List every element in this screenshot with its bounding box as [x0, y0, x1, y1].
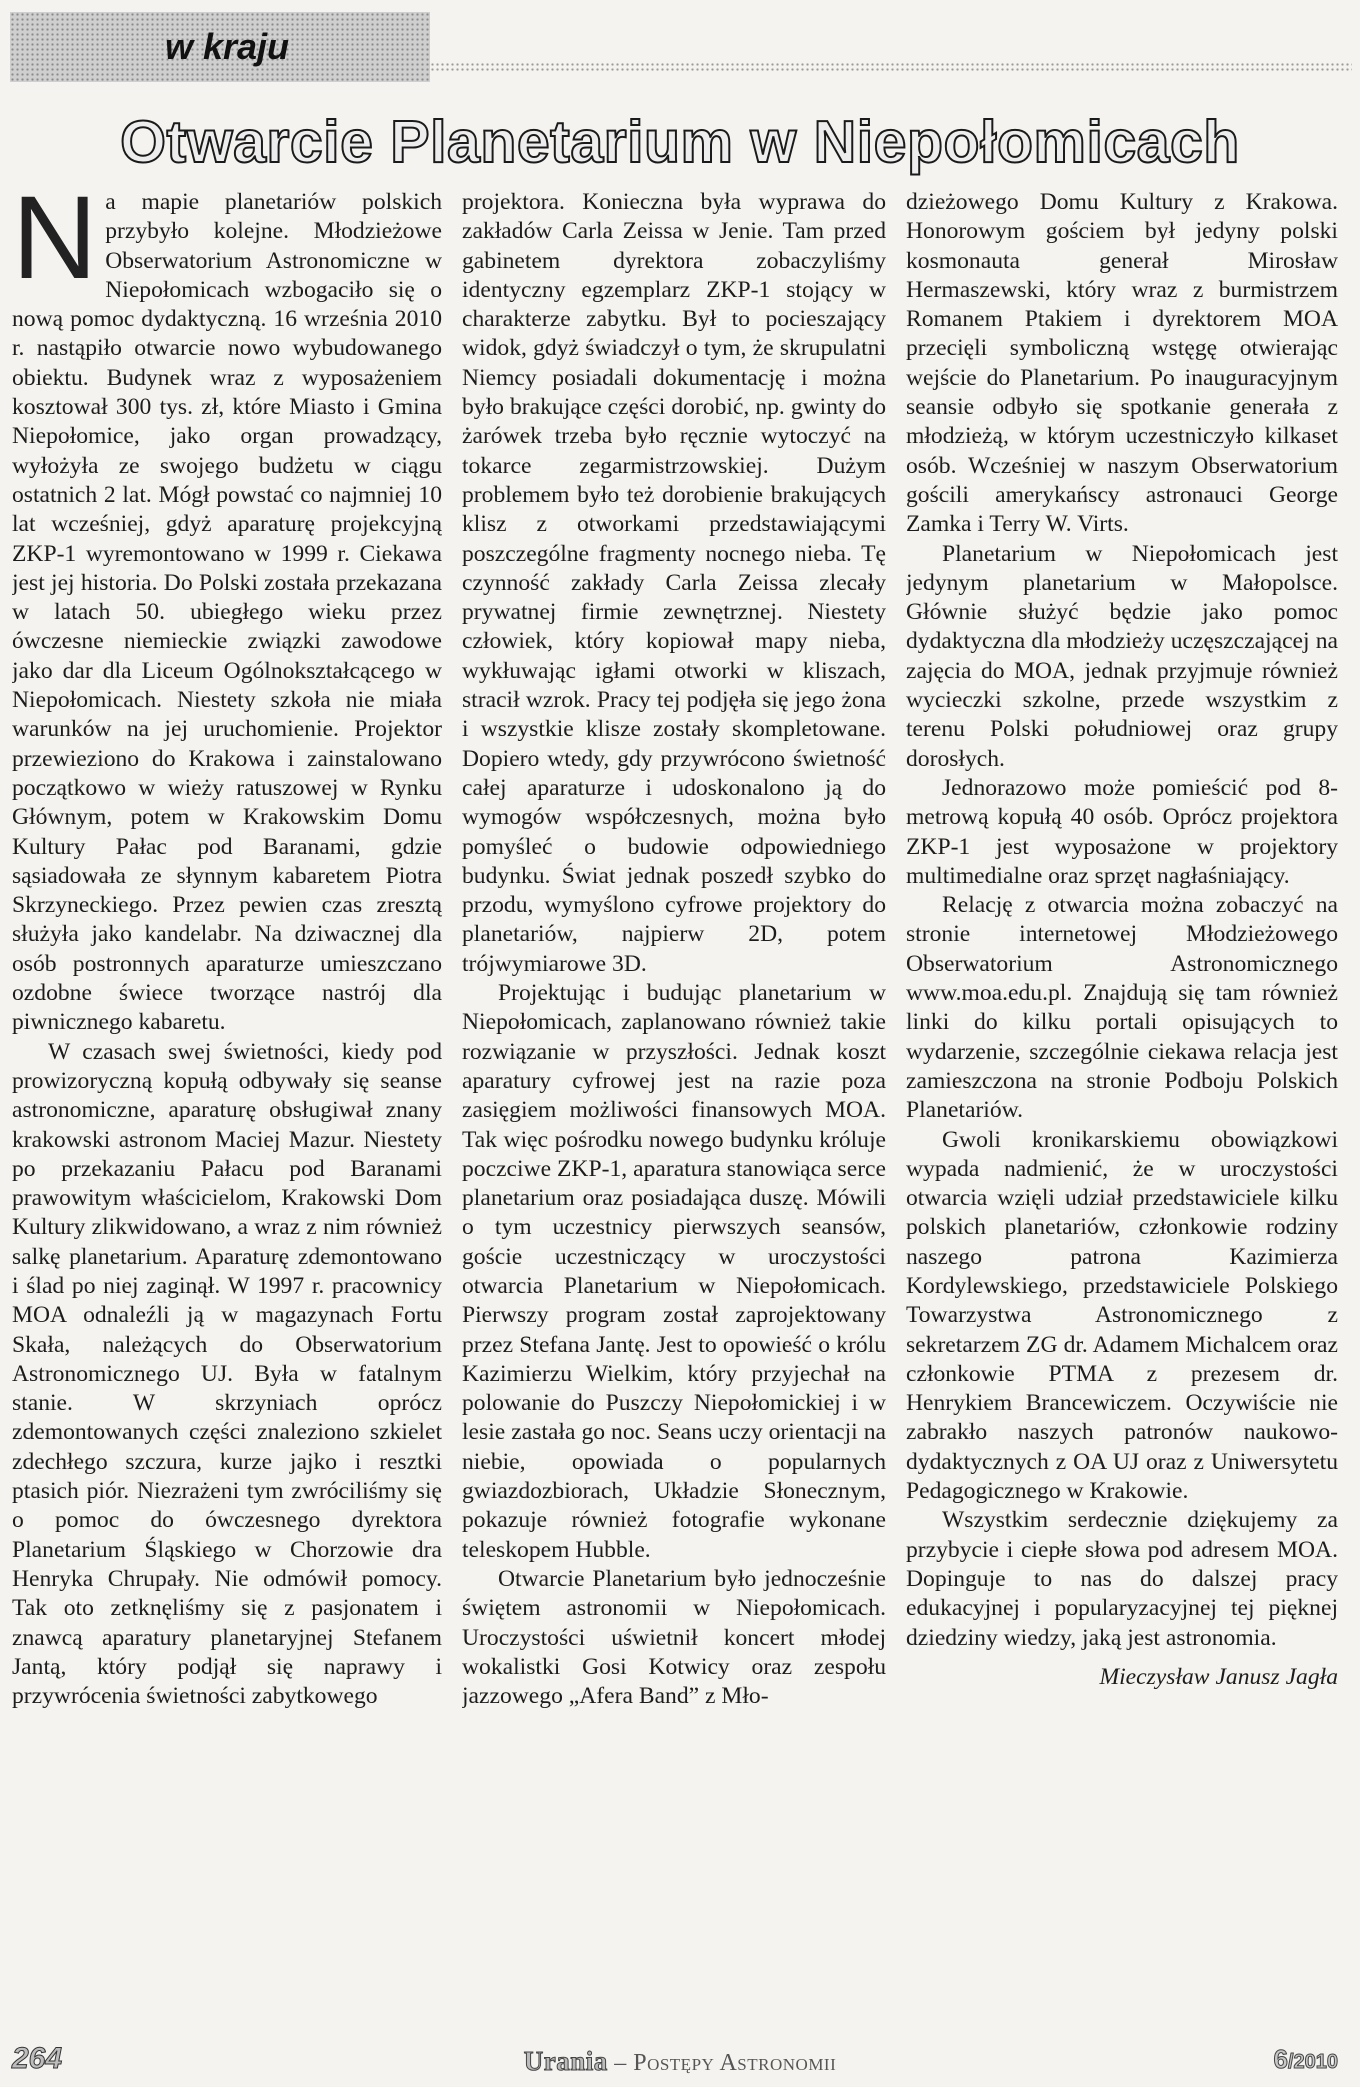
magazine-title	[0, 2046, 1360, 2077]
drop-cap: N	[12, 188, 98, 304]
paragraph: Planetarium w Niepołomicach jest jedynym planetarium w Małopolsce. Głównie służyć będzie jako pomoc dydaktyczna dla młodzieży uczęszczającej na zajęcia do MOA, jednak przyjmuje również wycieczki szkolne, przede wszystkim z terenu Polski południowej oraz grupy dorosłych.	[906, 540, 1338, 772]
header-divider	[430, 62, 1352, 72]
magazine-separator: –	[607, 2050, 634, 2076]
article-column-2	[462, 188, 886, 2016]
paragraph: Jednorazowo może pomieścić pod 8-metrową kopułą 40 osób. Oprócz projektora ZKP-1 jest wyposażone w projektory multimedialne oraz sprzęt nagłaśniający.	[906, 774, 1338, 889]
paragraph: Gwoli kronikarskiemu obowiązkowi wypada nadmienić, że w uroczystości otwarcia wzięli udział przedstawiciele kilku polskich planetariów, członkowie rodziny naszego patrona Kazimierza Kordylewskiego, przedstawiciele Polskiego Towarzystwa Astronomicznego z sekretarzem ZG dr. Adamem Michalcem oraz członkowie PTMA z prezesem dr. Henrykiem Brancewiczem. Oczywiście nie zabrakło naszych patronów naukowo-dydaktycznych z OA UJ oraz z Uniwersytetu Pedagogicznego w Krakowie.	[906, 1126, 1338, 1505]
paragraph: Projektując i budując planetarium w Niepołomicach, zaplanowano również takie rozwiązanie w przyszłości. Jednak koszt aparatury cyfrowej jest na razie poza zasięgiem możliwości finansowych MOA. Tak więc pośrodku nowego budynku króluje poczciwe ZKP-1, aparatura stanowiąca serce planetarium oraz posiadająca duszę. Mówili o tym uczestnicy pierwszych seansów, goście uczestniczący w uroczystości otwarcia Planetarium w Niepołomicach. Pierwszy program został zaprojektowany przez Stefana Jantę. Jest to opowieść o królu Kazimierzu Wielkim, który przyjechał na polowanie do Puszczy Niepołomickiej i w lesie zastała go noc. Seans uczy orientacji na niebie, opowiada o popularnych gwiazdozbiorach, Układzie Słonecznym, pokazuje również fotografie wykonane teleskopem Hubble.	[462, 980, 886, 1563]
paragraph: dzieżowego Domu Kultury z Krakowa. Honorowym gościem był jedyny polski kosmonauta generał Mirosław Hermaszewski, który wraz z burmistrzem Romanem Ptakiem i dyrektorem MOA przecięli symboliczną wstęgę otwierając wejście do Planetarium. Po inauguracyjnym seansie odbyło się spotkanie generała z młodzieżą, w którym uczestniczyło kilkaset osób. Wcześniej w naszym Obserwatorium gościli amerykańscy astronauci George Zamka i Terry W. Virts.	[906, 189, 1338, 538]
article-title: Otwarcie Planetarium w Niepołomicach	[120, 109, 1240, 175]
issue-number	[1273, 2044, 1338, 2075]
paragraph: W czasach swej świetności, kiedy pod prowizoryczną kopułą odbywały się seanse astronomiczne, aparaturę obsługiwał znany krakowski astronom Maciej Mazur. Niestety po przekazaniu Pałacu pod Baranami prawowitym właścicielom, Krakowski Dom Kultury zlikwidowano, a wraz z nim również salkę planetarium. Aparaturę zdemontowano i ślad po niej zaginął. W 1997 r. pracownicy MOA odnaleźli ją w magazynach Fortu Skała, należących do Obserwatorium Astronomicznego UJ. Była w fatalnym stanie. W skrzyniach oprócz zdemontowanych części znaleziono szkielet zdechłego szczura, kurze jajko i resztki ptasich piór. Niezrażeni tym zwróciliśmy się o pomoc do ówczesnego dyrektora Planetarium Śląskiego w Chorzowie dra Henryka Chrupały. Nie odmówił pomocy. Tak oto zetknęliśmy się z pasjonatem i znawcą aparatury planetaryjnej Stefanem Jantą, który podjął się naprawy i przywrócenia świetności zabytkowego	[12, 1038, 442, 1710]
magazine-name: Urania	[523, 2046, 608, 2076]
paragraph: projektora. Konieczna była wyprawa do zakładów Carla Zeissa w Jenie. Tam przed gabinetem dyrektora zobaczyliśmy identyczny egzemplarz ZKP-1 stojący w charakterze zabytku. Był to pocieszający widok, gdyż świadczył o tym, że skrupulatni Niemcy posiadali dokumentację i można było brakujące części dorobić, np. gwinty do żarówek trzeba było ręcznie wytoczyć na tokarce zegarmistrzowskiej. Dużym problemem było też dorobienie brakujących klisz z otworkami przedstawiającymi poszczególne fragmenty nocnego nieba. Tę czynność zakłady Carla Zeissa zlecały prywatnej firmie zewnętrznej. Niestety człowiek, który kopiował mapy nieba, wykłuwając igłami otworki w kliszach, stracił wzrok. Pracy tej podjęła się jego żona i wszystkie klisze zostały skompletowane. Dopiero wtedy, gdy przywrócono świetność całej aparaturze i udoskonalono ją do wymogów współczesnych, można było pomyśleć o budowie odpowiedniego budynku. Świat jednak poszedł szybko do przodu, wymyślono cyfrowe projektory do planetariów, najpierw 2D, potem trójwymiarowe 3D.	[462, 189, 886, 977]
section-label: w kraju	[165, 26, 290, 67]
paragraph: Wszystkim serdecznie dziękujemy za przybycie i ciepłe słowa pod adresem MOA. Dopinguje to nas do dalszej pracy edukacyjnej i popularyzacyjnej tej pięknej dziedziny wiedzy, jaką jest astronomia.	[906, 1507, 1338, 1651]
section-label-banner	[10, 12, 430, 82]
issue-num: 6	[1273, 2044, 1288, 2074]
paragraph-text: a mapie planetariów polskich przybyło kolejne. Młodzieżowe Obserwatorium Astronomiczne w Niepołomicach wzbogaciło się o nową pomoc dydaktyczną. 16 września 2010 r. nastąpiło otwarcie nowo wybudowanego obiektu. Budynek wraz z wyposażeniem kosztował 300 tys. zł, które Miasto i Gmina Niepołomice, jako organ prowadzący, wyłożyła ze swojego budżetu w ciągu ostatnich 2 lat. Mógł powstać co najmniej 10 lat wcześniej, gdyż aparaturę projekcyjną ZKP-1 wyremontowano w 1999 r. Ciekawa jest jej historia. Do Polski została przekazana w latach 50. ubiegłego wieku przez ówczesne niemieckie związki zawodowe jako dar dla Liceum Ogólnokształcącego w Niepołomicach. Niestety szkoła nie miała warunków na jej uruchomienie. Projektor przewieziono do Krakowa i zainstalowano początkowo w wieży ratuszowej w Rynku Głównym, potem w Krakowskim Domu Kultury Pałac pod Baranami, gdzie sąsiadowała ze słynnym kabaretem Piotra Skrzyneckiego. Przez pewien czas zresztą służyła jako kandelabr. Na dziwacznej dla osób postronnych aparaturze umieszczano ozdobne świece tworzące nastrój dla piwnicznego kabaretu.	[12, 189, 442, 1036]
paragraph: Otwarcie Planetarium było jednocześnie świętem astronomii w Niepołomicach. Uroczystości uświetnił koncert młodej wokalistki Gosi Kotwicy oraz zespołu jazzowego „Afera Band” z Mło-	[462, 1565, 886, 1710]
paragraph: Relację z otwarcia można zobaczyć na stronie internetowej Młodzieżowego Obserwatorium Astronomicznego www.moa.edu.pl. Znajdują się tam również linki do kilku portali opisujących to wydarzenie, szczególnie ciekawa relacja jest zamieszczona na stronie Podboju Polskich Planetariów.	[906, 892, 1338, 1124]
issue-year: /2010	[1287, 2051, 1338, 2073]
magazine-subtitle: Postępy Astronomii	[633, 2050, 837, 2076]
page-footer	[0, 2042, 1360, 2082]
article-column-1	[12, 188, 442, 2016]
article-column-3	[906, 188, 1338, 2016]
paragraph	[12, 188, 442, 1038]
page-number: 264	[12, 2042, 63, 2075]
author-signature: Mieczysław Janusz Jagła	[1099, 1663, 1338, 1690]
